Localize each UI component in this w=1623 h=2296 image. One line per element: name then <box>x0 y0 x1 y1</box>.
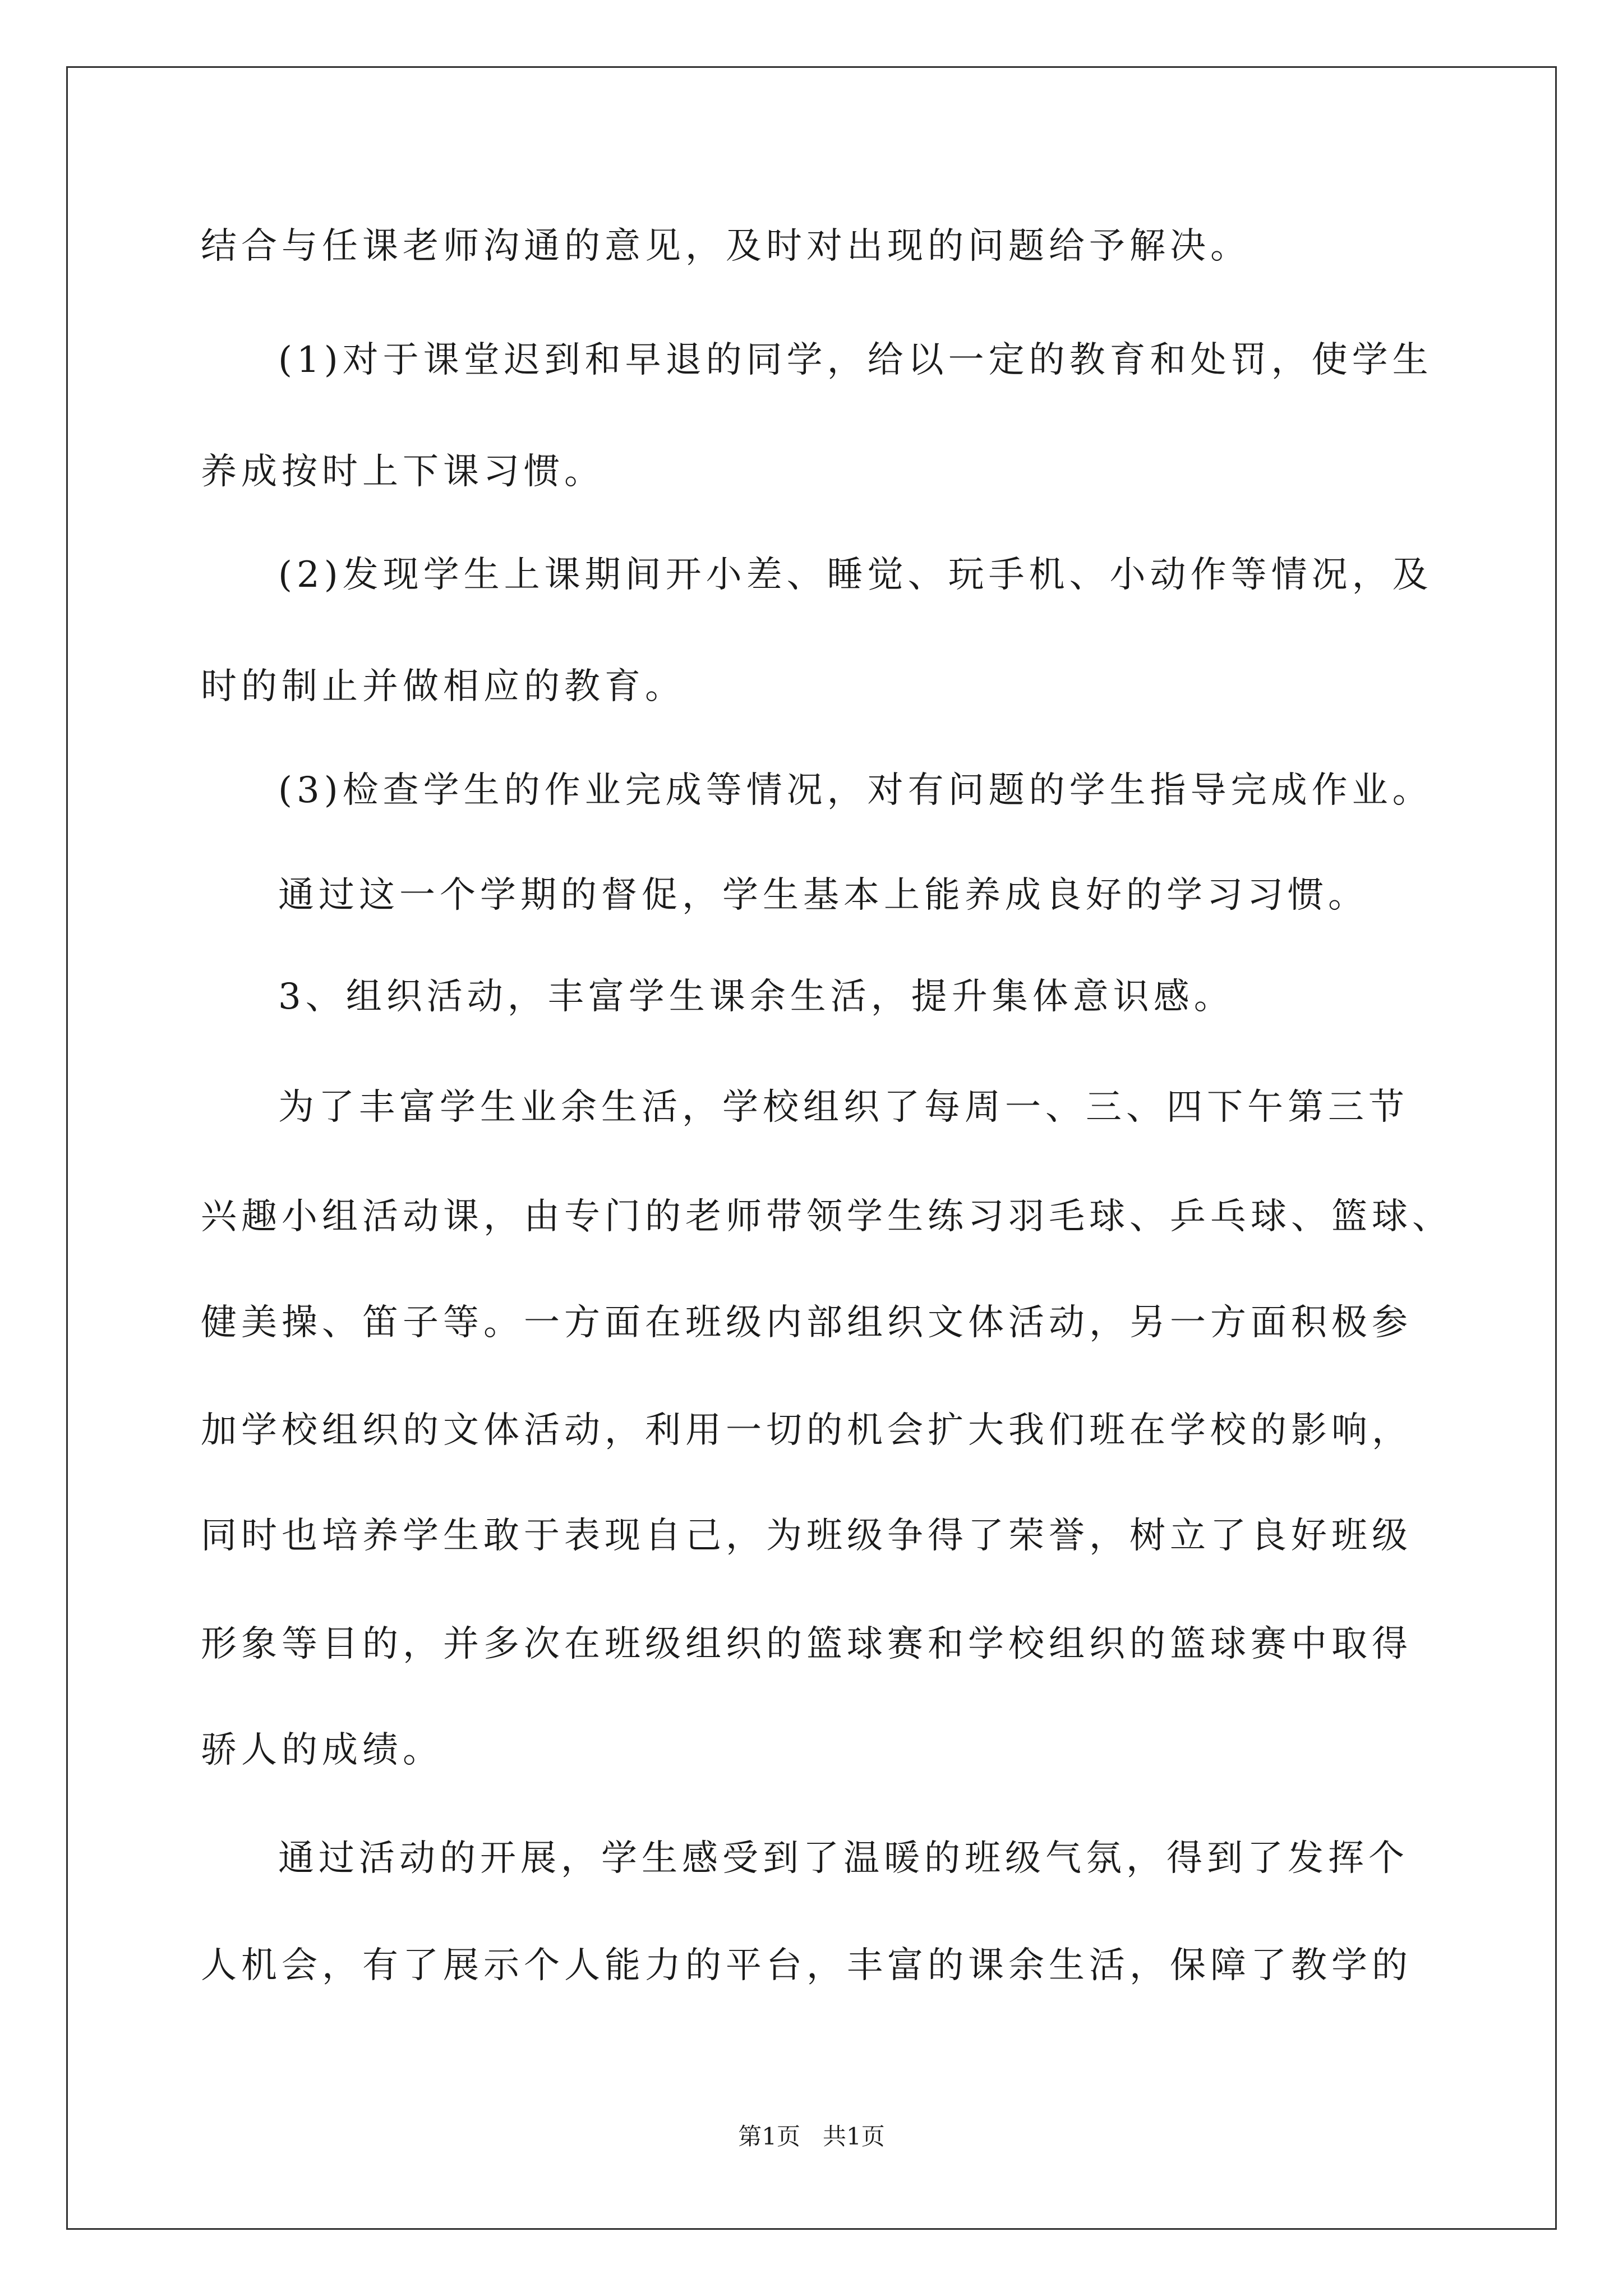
text-line: 健美操、笛子等。一方面在班级内部组织文体活动，另一方面积极参 <box>201 1302 1412 1343</box>
text-line: (3)检查学生的作业完成等情况，对有问题的学生指导完成作业。 <box>278 770 1433 811</box>
text-line: (1)对于课堂迟到和早退的同学，给以一定的教育和处罚，使学生 <box>278 339 1433 381</box>
text-line: 人机会，有了展示个人能力的平台，丰富的课余生活，保障了教学的 <box>201 1945 1412 1986</box>
page-border <box>66 66 1557 2230</box>
text-line: 3、组织活动，丰富学生课余生活，提升集体意识感。 <box>278 976 1234 1018</box>
text-line: (2)发现学生上课期间开小差、睡觉、玩手机、小动作等情况，及 <box>278 554 1433 596</box>
text-line: 骄人的成绩。 <box>201 1729 443 1771</box>
text-line: 加学校组织的文体活动，利用一切的机会扩大我们班在学校的影响， <box>201 1410 1412 1451</box>
text-line: 通过活动的开展，学生感受到了温暖的班级气氛，得到了发挥个 <box>278 1838 1409 1879</box>
text-line: 为了丰富学生业余生活，学校组织了每周一、三、四下午第三节 <box>278 1087 1409 1128</box>
text-line: 通过这一个学期的督促，学生基本上能养成良好的学习习惯。 <box>278 875 1368 916</box>
text-line: 兴趣小组活动课，由专门的老师带领学生练习羽毛球、乒乓球、篮球、 <box>201 1196 1453 1237</box>
text-line: 同时也培养学生敢于表现自己，为班级争得了荣誉，树立了良好班级 <box>201 1515 1412 1557</box>
text-line: 结合与任课老师沟通的意见，及时对出现的问题给予解决。 <box>201 226 1251 267</box>
text-line: 形象等目的，并多次在班级组织的篮球赛和学校组织的篮球赛中取得 <box>201 1623 1412 1665</box>
page-footer: 第1页 共1页 <box>738 2123 885 2150</box>
text-line: 养成按时上下课习惯。 <box>201 451 605 493</box>
text-line: 时的制止并做相应的教育。 <box>201 666 685 707</box>
